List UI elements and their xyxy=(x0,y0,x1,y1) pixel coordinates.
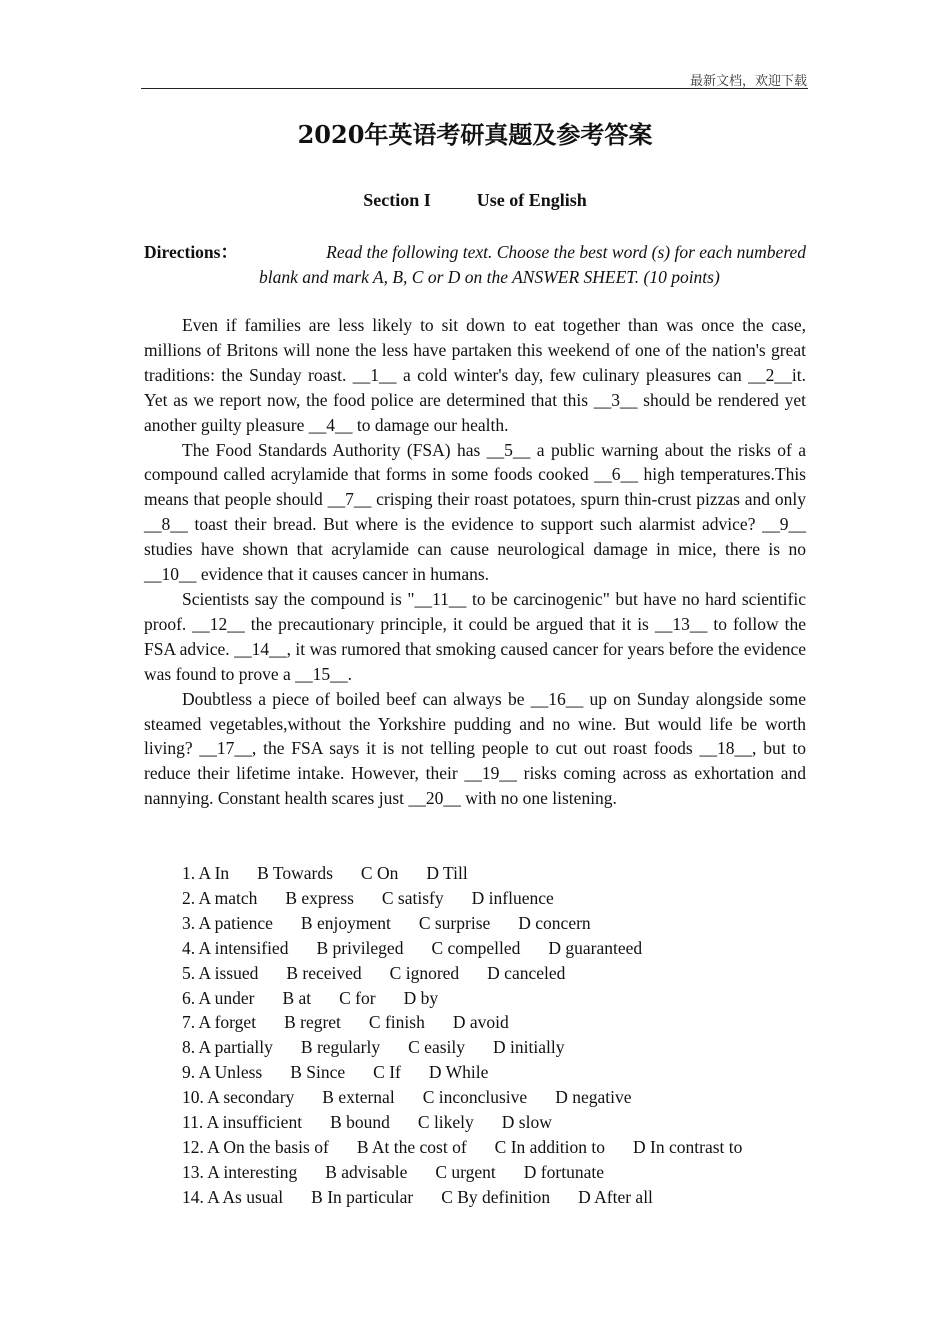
question-option: C By definition xyxy=(441,1186,551,1207)
question-option: 3. A patience xyxy=(182,912,273,933)
section-name: Use of English xyxy=(476,190,587,210)
question-option: D negative xyxy=(555,1087,632,1108)
question-row xyxy=(182,1185,770,1210)
passage-paragraph: Scientists say the compound is "__11__ to be carcinogenic" but have no hard scientific proof. __12__ the precautionary principle, it could be argued that it is __13__ to follow the FSA advice. __14__, it was rumored that smoking caused cancer for years before the evidence was found to prove a __15__. xyxy=(144,588,806,684)
question-option: C surprise xyxy=(418,912,491,933)
document-title: 2020年英语考研真题及参考答案 xyxy=(297,120,653,149)
question-option: 12. A On the basis of xyxy=(182,1136,329,1157)
question-option: C for xyxy=(339,987,376,1008)
question-option: B regret xyxy=(284,1012,341,1033)
question-option: C ignored xyxy=(389,962,460,983)
question-option: B express xyxy=(285,887,354,908)
question-option: B Since xyxy=(290,1062,346,1083)
question-option: B At the cost of xyxy=(356,1136,467,1157)
question-option: D While xyxy=(428,1062,489,1083)
question-option: C compelled xyxy=(431,937,521,958)
question-option: B bound xyxy=(330,1112,390,1133)
question-row xyxy=(182,911,770,936)
question-option: C If xyxy=(373,1062,401,1083)
question-row xyxy=(182,936,770,961)
question-option: B regularly xyxy=(300,1037,381,1058)
question-option: C satisfy xyxy=(381,887,444,908)
question-option: 10. A secondary xyxy=(182,1087,295,1108)
question-option: C easily xyxy=(408,1037,465,1058)
question-option: 6. A under xyxy=(182,987,255,1008)
question-option: 13. A interesting xyxy=(182,1161,298,1182)
question-option: D guaranteed xyxy=(548,937,643,958)
question-row xyxy=(182,1085,770,1110)
question-option: B at xyxy=(282,987,312,1008)
question-option: B Towards xyxy=(257,863,333,883)
question-row xyxy=(182,1060,770,1085)
passage-paragraph: Doubtless a piece of boiled beef can always be __16__ up on Sunday alongside some steamed vegetables,without the Yorkshire pudding and no wine. But would life be worth living? __17__, the FSA says it is not telling people to cut out roast foods __18__, but to reduce their lifetime intake. However, their __19__ risks coming across as exhortation and nannying. Constant health scares just __20__ with no one listening. xyxy=(144,688,806,809)
question-row xyxy=(182,886,770,911)
question-row xyxy=(182,961,770,986)
directions-line-1: Read the following text. Choose the best word (s) for each numbered xyxy=(326,242,806,262)
question-option: B advisable xyxy=(325,1161,408,1182)
question-option: D initially xyxy=(493,1037,565,1058)
question-row xyxy=(182,1035,770,1060)
question-option: D slow xyxy=(501,1112,552,1133)
question-option: B external xyxy=(322,1087,395,1108)
question-option: B In particular xyxy=(311,1186,414,1207)
question-option: 7. A forget xyxy=(182,1012,257,1033)
question-row xyxy=(182,861,770,886)
question-option: D fortunate xyxy=(523,1161,604,1182)
question-option: C urgent xyxy=(435,1161,496,1182)
question-row xyxy=(182,1160,770,1185)
answer-options xyxy=(182,861,770,1210)
directions-label: Directions： xyxy=(144,242,238,262)
question-option: 5. A issued xyxy=(182,962,259,983)
header-divider xyxy=(141,88,808,89)
section-heading xyxy=(0,190,950,211)
question-option: B received xyxy=(286,962,362,983)
question-option: C In addition to xyxy=(494,1136,606,1157)
question-option: B enjoyment xyxy=(300,912,391,933)
directions xyxy=(144,240,806,290)
question-option: D canceled xyxy=(487,962,566,983)
question-row xyxy=(182,1010,770,1035)
question-option: D influence xyxy=(471,887,554,908)
header-note: 最新文档，欢迎下载 xyxy=(689,74,807,89)
question-option: 4. A intensified xyxy=(182,937,289,958)
question-option: D by xyxy=(403,987,439,1008)
question-option: 9. A Unless xyxy=(182,1062,263,1083)
question-option: D Till xyxy=(426,863,468,883)
directions-line-2: blank and mark A, B, C or D on the ANSWER SHEET. (10 points) xyxy=(259,267,720,287)
passage-paragraph: Even if families are less likely to sit down to eat together than was once the case, millions of Britons will none the less have partaken this weekend of one of the nation's great traditions: the Sunday roast. __1__ a cold winter's day, few culinary pleasures can __2__it. Yet as we report now, the food police are determined that this __3__ should be rendered yet another guilty pleasure __4__ to damage our health. xyxy=(144,315,806,435)
question-option: 8. A partially xyxy=(182,1037,273,1058)
question-option: 14. A As usual xyxy=(182,1186,284,1207)
question-option: 11. A insufficient xyxy=(182,1112,303,1133)
question-option: D In contrast to xyxy=(633,1136,743,1157)
question-row xyxy=(182,986,770,1011)
passage-paragraph: The Food Standards Authority (FSA) has __5__ a public warning about the risks of a compound called acrylamide that forms in some foods cooked __6__ high temperatures.This means that people should __7__ crisping their roast potatoes, spurn thin-crust pizzas and only __8__ toast their bread. But where is the evidence to support such alarmist advice? __9__ studies have shown that acrylamide can cause neurological damage in mice, there is no __10__ evidence that it causes cancer in humans. xyxy=(144,439,806,585)
question-row xyxy=(182,1110,770,1135)
question-row xyxy=(182,1135,770,1160)
section-number: Section I xyxy=(363,190,431,210)
question-option: C finish xyxy=(368,1012,425,1033)
question-option: 2. A match xyxy=(182,887,258,908)
question-option: 1. A In xyxy=(182,863,230,883)
question-option: B privileged xyxy=(316,937,404,958)
question-option: D avoid xyxy=(452,1012,509,1033)
question-option: C On xyxy=(360,863,399,883)
passage xyxy=(144,313,806,811)
question-option: D After all xyxy=(578,1186,653,1207)
question-option: C likely xyxy=(417,1112,474,1133)
question-option: C inconclusive xyxy=(422,1087,528,1108)
question-option: D concern xyxy=(518,912,591,933)
